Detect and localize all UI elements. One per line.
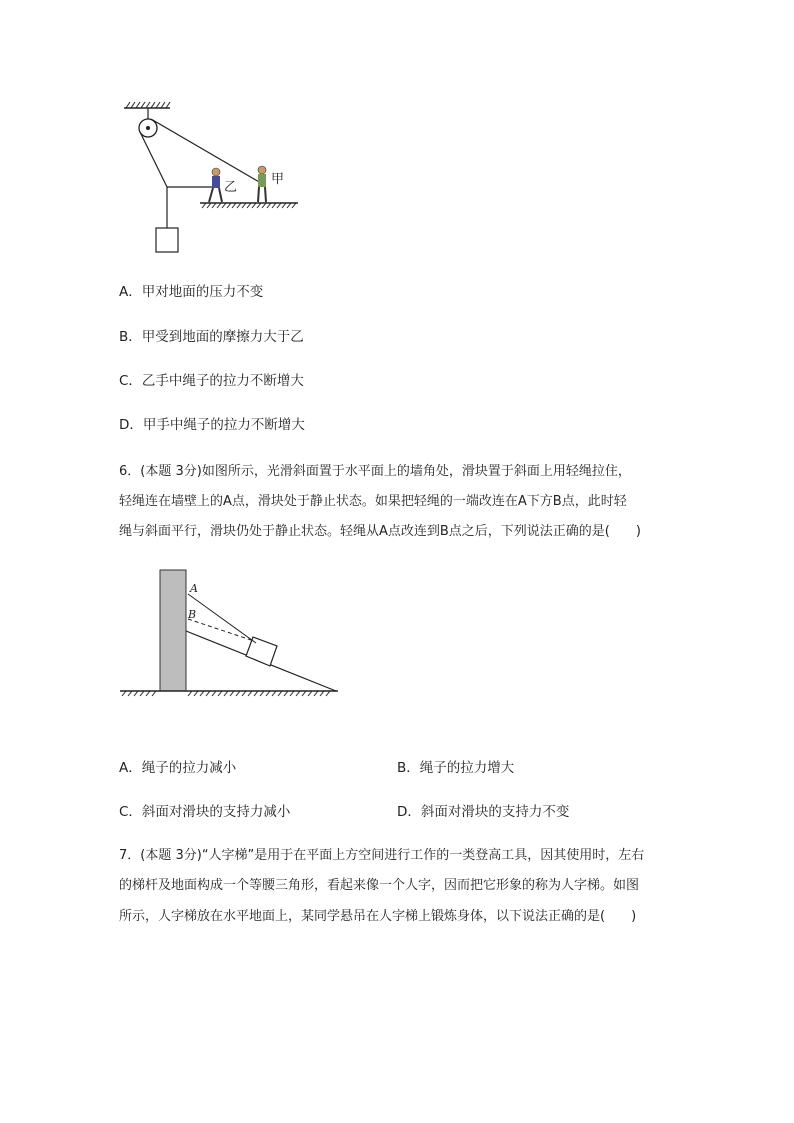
q5-option-c: C．乙手中绳子的拉力不断增大: [119, 373, 304, 389]
q6-option-d: D．斜面对滑块的支持力不变: [397, 804, 570, 820]
person-yi-icon: [209, 168, 222, 202]
q6-line-1: 6．(本题 3分)如图所示，光滑斜面置于水平面上的墙角处，滑块置于斜面上用轻绳拉住，: [119, 464, 631, 479]
q5-option-a: A．甲对地面的压力不变: [119, 284, 264, 300]
person-jia-icon: [258, 166, 266, 202]
label-a: A: [190, 582, 198, 595]
q6-line-2: 轻绳连在墙壁上的A点，滑块处于静止状态。如果把轻绳的一端改连在A下方B点，此时轻: [119, 494, 627, 509]
q6-option-a: A．绳子的拉力减小: [119, 760, 237, 776]
label-jia: 甲: [271, 172, 285, 187]
q7-line-3: 所示，人字梯放在水平地面上，某同学悬吊在人字梯上锻炼身体，以下说法正确的是( ): [119, 909, 637, 924]
q7-line-1: 7．(本题 3分)“人字梯”是用于在平面上方空间进行工作的一类登高工具，因其使用时，左右: [119, 848, 645, 863]
q6-option-b: B．绳子的拉力增大: [397, 760, 515, 776]
pulley-figure: [118, 100, 318, 260]
q5-option-d: D．甲手中绳子的拉力不断增大: [119, 417, 305, 433]
q6-line-3: 绳与斜面平行，滑块仍处于静止状态。轻绳从A点改连到B点之后，下列说法正确的是( ): [119, 524, 641, 539]
label-b: B: [188, 608, 197, 621]
q6-option-c: C．斜面对滑块的支持力减小: [119, 804, 291, 820]
incline-figure: [118, 562, 348, 702]
label-yi: 乙: [224, 180, 238, 195]
q7-line-2: 的梯杆及地面构成一个等腰三角形，看起来像一个人字，因而把它形象的称为人字梯。如图: [119, 878, 640, 893]
q5-option-b: B．甲受到地面的摩擦力大于乙: [119, 329, 304, 345]
